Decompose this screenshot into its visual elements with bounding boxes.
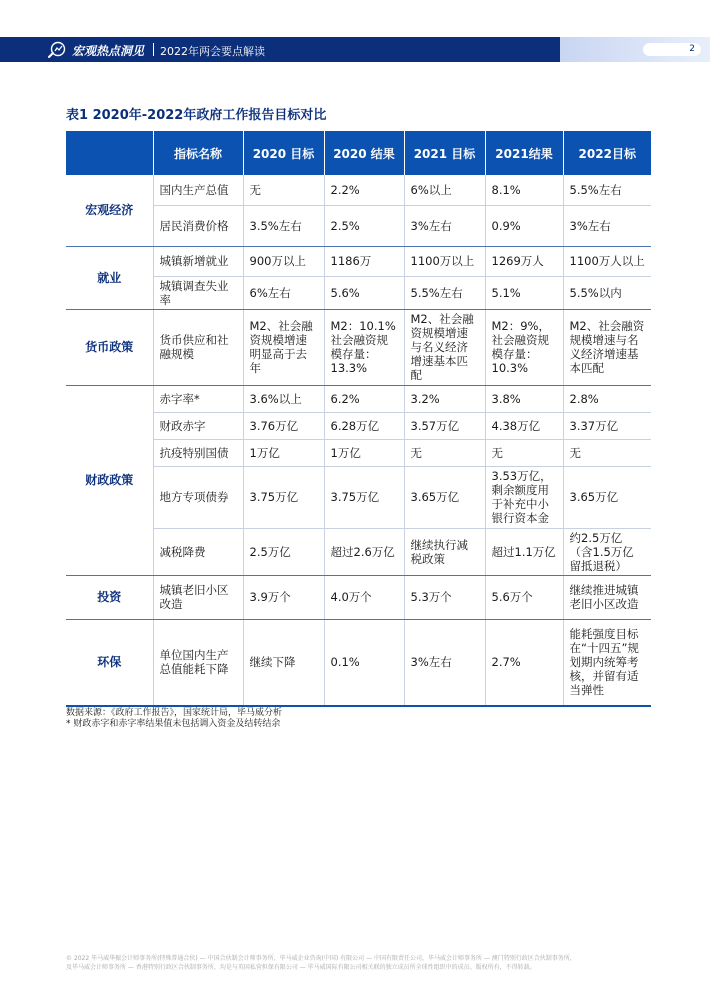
data-cell: M2、社会融资规模增速与名义经济增速基本匹配 xyxy=(563,309,651,385)
header-divider xyxy=(153,43,154,56)
indicator-cell: 货币供应和社融规模 xyxy=(153,309,243,385)
header-title: 宏观热点洞见 xyxy=(72,44,145,58)
data-cell: 无 xyxy=(563,439,651,466)
indicator-cell: 国内生产总值 xyxy=(153,175,243,205)
data-cell: 6.28万亿 xyxy=(324,412,404,439)
data-cell: 4.38万亿 xyxy=(485,412,563,439)
data-cell: 8.1% xyxy=(485,175,563,205)
data-cell: 0.9% xyxy=(485,205,563,246)
indicator-cell: 减税降费 xyxy=(153,528,243,575)
data-cell: 1万亿 xyxy=(243,439,324,466)
table-row xyxy=(66,439,651,466)
footnote: * 财政赤字和赤字率结果值未包括调入资金及结转结余 xyxy=(66,719,281,729)
data-cell: 1186万 xyxy=(324,246,404,276)
data-cell: M2：10.1% 社会融资规模存量：13.3% xyxy=(324,309,404,385)
table-row xyxy=(66,205,651,246)
data-cell: 继续推进城镇老旧小区改造 xyxy=(563,575,651,619)
table-notes xyxy=(66,708,282,730)
column-header: 2020 结果 xyxy=(324,131,404,175)
data-cell: 超过2.6万亿 xyxy=(324,528,404,575)
data-cell: 3%左右 xyxy=(404,205,485,246)
table-row xyxy=(66,309,651,385)
indicator-cell: 城镇调查失业率 xyxy=(153,276,243,309)
data-cell: M2、社会融资规模增速与名义经济增速基本匹配 xyxy=(404,309,485,385)
table-row xyxy=(66,619,651,706)
data-cell: 3.6%以上 xyxy=(243,385,324,412)
indicator-cell: 单位国内生产总值能耗下降 xyxy=(153,619,243,706)
data-cell: 0.1% xyxy=(324,619,404,706)
data-cell: 900万以上 xyxy=(243,246,324,276)
table-header-row xyxy=(66,131,651,175)
category-cell: 投资 xyxy=(66,575,153,619)
table-row xyxy=(66,385,651,412)
data-cell: 继续下降 xyxy=(243,619,324,706)
data-cell: 2.7% xyxy=(485,619,563,706)
category-cell: 货币政策 xyxy=(66,309,153,385)
data-cell: 5.6% xyxy=(324,276,404,309)
indicator-cell: 地方专项债券 xyxy=(153,466,243,528)
data-cell: 5.3万个 xyxy=(404,575,485,619)
indicator-cell: 抗疫特别国债 xyxy=(153,439,243,466)
header-banner xyxy=(0,37,710,62)
data-cell: 5.5%左右 xyxy=(404,276,485,309)
data-cell: 无 xyxy=(243,175,324,205)
category-cell: 就业 xyxy=(66,246,153,309)
indicator-cell: 居民消费价格 xyxy=(153,205,243,246)
data-cell: 3.8% xyxy=(485,385,563,412)
footer-line: 及毕马威会计师事务所 — 香港特别行政区合伙制事务所，均是与英国私营担保有限公司 — 毕马威国际有限公司相关联的独立成员所全球性组织中的成员。版权所有，不得转载。 xyxy=(66,964,536,971)
data-cell: 5.6万个 xyxy=(485,575,563,619)
table-row xyxy=(66,412,651,439)
table-row xyxy=(66,528,651,575)
target-comparison-table xyxy=(66,131,651,707)
indicator-cell: 城镇新增就业 xyxy=(153,246,243,276)
category-cell: 宏观经济 xyxy=(66,175,153,246)
column-header: 指标名称 xyxy=(153,131,243,175)
data-cell: 3.76万亿 xyxy=(243,412,324,439)
data-cell: 1万亿 xyxy=(324,439,404,466)
data-cell: 3.75万亿 xyxy=(243,466,324,528)
indicator-cell: 财政赤字 xyxy=(153,412,243,439)
category-cell: 财政政策 xyxy=(66,385,153,575)
data-cell: M2：9%，社会融资规模存量：10.3% xyxy=(485,309,563,385)
data-cell: 4.0万个 xyxy=(324,575,404,619)
table-row xyxy=(66,276,651,309)
column-header: 2021 目标 xyxy=(404,131,485,175)
data-cell: 5.5%以内 xyxy=(563,276,651,309)
data-cell: 2.8% xyxy=(563,385,651,412)
data-cell: 3.65万亿 xyxy=(404,466,485,528)
data-cell: 无 xyxy=(485,439,563,466)
footer-line: © 2022 毕马威华振会计师事务所(特殊普通合伙) — 中国合伙制会计师事务所，毕马威企业咨询(中国) 有限公司 — 中国有限责任公司，毕马威会计师事务所 — 澳门特别行政区合伙制事务所， xyxy=(66,955,576,962)
data-cell: 3%左右 xyxy=(563,205,651,246)
copyright-footer xyxy=(66,954,686,972)
data-cell: 3.65万亿 xyxy=(563,466,651,528)
data-cell: 2.2% xyxy=(324,175,404,205)
data-cell: 3.2% xyxy=(404,385,485,412)
data-cell: 6%左右 xyxy=(243,276,324,309)
table-row xyxy=(66,175,651,205)
table-title: 表1 2020年-2022年政府工作报告目标对比 xyxy=(66,108,327,123)
table-row xyxy=(66,246,651,276)
data-cell: 6.2% xyxy=(324,385,404,412)
indicator-cell: 城镇老旧小区改造 xyxy=(153,575,243,619)
column-header: 2022目标 xyxy=(563,131,651,175)
data-cell: 1100万人以上 xyxy=(563,246,651,276)
data-cell: 1269万人 xyxy=(485,246,563,276)
column-header: 2021结果 xyxy=(485,131,563,175)
data-cell: 2.5% xyxy=(324,205,404,246)
data-cell: 3.57万亿 xyxy=(404,412,485,439)
data-cell: 1100万以上 xyxy=(404,246,485,276)
data-cell: 约2.5万亿（含1.5万亿留抵退税） xyxy=(563,528,651,575)
data-cell: M2、社会融资规模增速明显高于去年 xyxy=(243,309,324,385)
table-row xyxy=(66,466,651,528)
source-note: 数据来源：《政府工作报告》，国家统计局，毕马威分析 xyxy=(66,708,283,718)
data-cell: 能耗强度目标在“十四五”规划期内统筹考核，并留有适当弹性 xyxy=(563,619,651,706)
page-number: 2 xyxy=(689,44,695,54)
data-cell: 3%左右 xyxy=(404,619,485,706)
data-cell: 2.5万亿 xyxy=(243,528,324,575)
data-cell: 3.37万亿 xyxy=(563,412,651,439)
magnifier-logo-icon xyxy=(47,40,67,59)
table-row xyxy=(66,575,651,619)
column-header xyxy=(66,131,153,175)
data-cell: 继续执行减税政策 xyxy=(404,528,485,575)
header-subtitle: 2022年两会要点解读 xyxy=(160,45,265,58)
data-cell: 超过1.1万亿 xyxy=(485,528,563,575)
indicator-cell: 赤字率* xyxy=(153,385,243,412)
data-cell: 5.1% xyxy=(485,276,563,309)
data-cell: 3.53万亿，剩余额度用于补充中小银行资本金 xyxy=(485,466,563,528)
data-cell: 3.75万亿 xyxy=(324,466,404,528)
data-cell: 无 xyxy=(404,439,485,466)
data-cell: 3.9万个 xyxy=(243,575,324,619)
page-number-badge xyxy=(643,43,701,56)
column-header: 2020 目标 xyxy=(243,131,324,175)
data-cell: 5.5%左右 xyxy=(563,175,651,205)
category-cell: 环保 xyxy=(66,619,153,706)
data-cell: 6%以上 xyxy=(404,175,485,205)
data-cell: 3.5%左右 xyxy=(243,205,324,246)
